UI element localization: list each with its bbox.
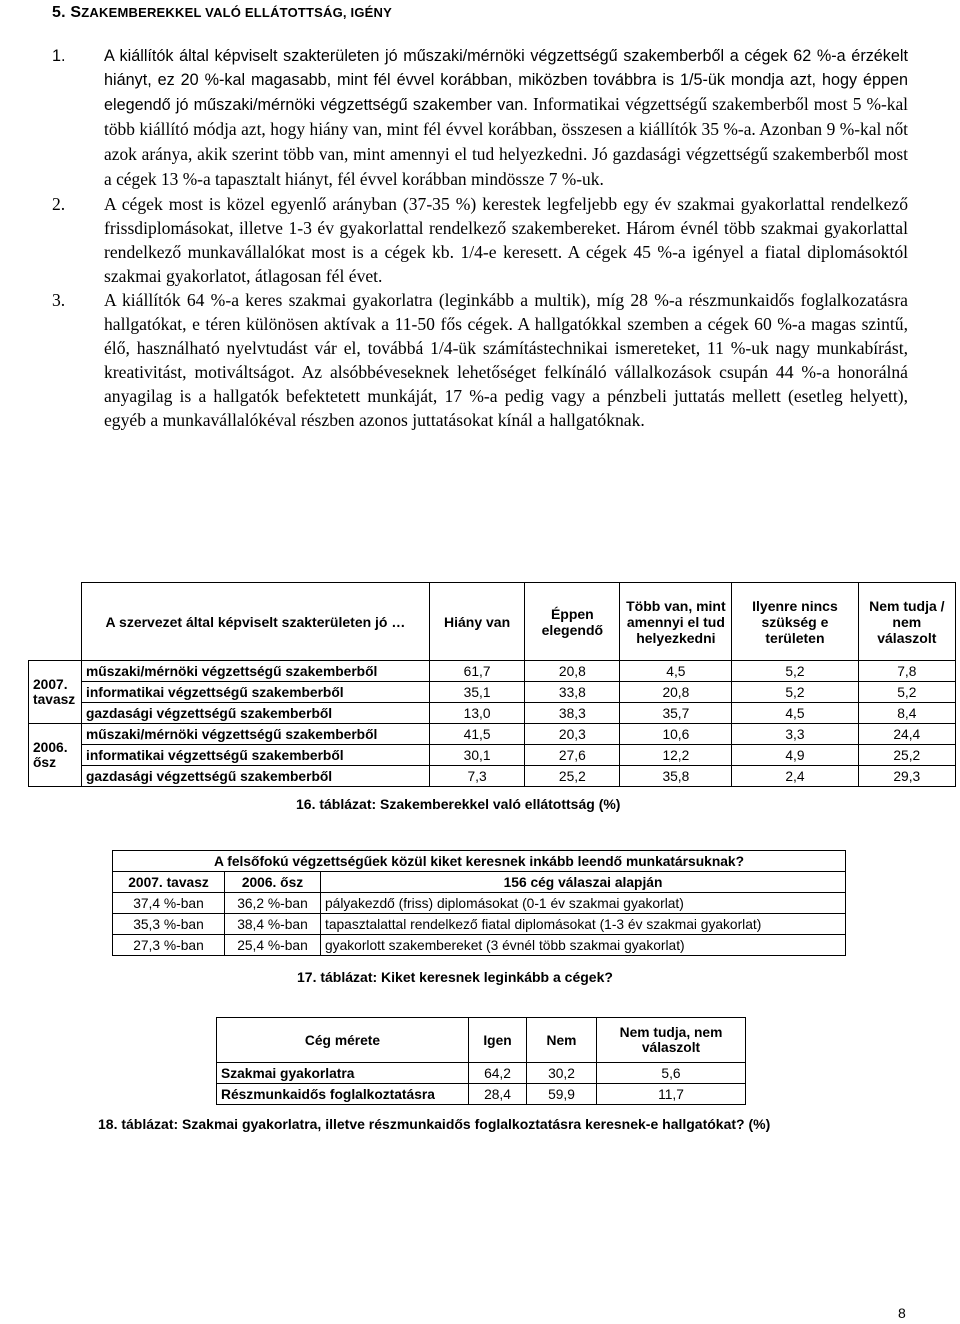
cell: 35,1 <box>429 682 524 703</box>
row-label: informatikai végzettségű szakemberből <box>82 745 430 766</box>
table-row <box>113 914 846 935</box>
table-row <box>29 724 956 745</box>
table-18 <box>216 1017 746 1105</box>
header-cell: 156 cég válaszai alapján <box>321 872 846 893</box>
cell: 24,4 <box>858 724 955 745</box>
table-row <box>29 682 956 703</box>
cell: 61,7 <box>429 661 524 682</box>
header-cell: Nem tudja, nem válaszolt <box>597 1018 746 1063</box>
cell: 20,8 <box>620 682 732 703</box>
paragraph-list <box>52 44 908 432</box>
paragraph-text: Informatikai végzettségű szakemberből most 5 %-kal több kiállító módja azt, hogy hiány van, mint fél évvel korábban, összesen a kiállítók 35 %-a. Azonban 9 %-kal nőt azok aránya, akik szerint több van, mint amennyi el tud helyezkedni. Jó gazdasági végzettségű szakemberből most a cégek 13 %-a tapasztalt hiányt, fél évvel korábban mindössze 7 %-uk. <box>104 94 908 189</box>
header-hiany: Hiány van <box>429 583 524 661</box>
header-org: A szervezet által képviselt szakterületen jó … <box>82 583 430 661</box>
list-item <box>52 44 908 192</box>
table-17 <box>112 850 846 956</box>
header-cell: Cég mérete <box>217 1018 469 1063</box>
header-cell: Nem <box>527 1018 597 1063</box>
cell: 25,2 <box>525 766 620 787</box>
paragraph-text: A cégek most is közel egyenlő arányban (37-35 %) kerestek legfeljebb egy év szakmai gyakorlattal rendelkező frissdiplomásokat, illetve 1-3 év gyakorlattal rendelkező szakembereket. Három évnél több szakmai gyakorlattal rendelkező munkavállalókat most is a cégek kb. 1/4-e keresett. A cégek 45 %-a igényel a fiatal diplomásoktól szakmai gyakorlatot, átlagosan fél évet. <box>104 194 908 286</box>
table-title-row <box>113 851 846 872</box>
cell: 35,7 <box>620 703 732 724</box>
cell: 5,6 <box>597 1063 746 1084</box>
cell: 38,4 %-ban <box>225 914 321 935</box>
list-number: 2. <box>52 194 66 214</box>
cell: 30,2 <box>527 1063 597 1084</box>
list-item <box>52 288 908 432</box>
cell: 5,2 <box>732 661 858 682</box>
period-label: 2006. ősz <box>29 724 82 787</box>
cell: 13,0 <box>429 703 524 724</box>
row-label: Részmunkaidős foglalkoztatásra <box>217 1084 469 1105</box>
header-tobb: Több van, mint amennyi el tud helyezkedni <box>620 583 732 661</box>
cell: 12,2 <box>620 745 732 766</box>
cell: 5,2 <box>858 682 955 703</box>
cell: 7,8 <box>858 661 955 682</box>
cell: 11,7 <box>597 1084 746 1105</box>
cell: 27,3 %-ban <box>113 935 225 956</box>
table-header-row <box>113 872 846 893</box>
table-row <box>29 745 956 766</box>
cell: 20,3 <box>525 724 620 745</box>
row-label: gazdasági végzettségű szakemberből <box>82 766 430 787</box>
cell: 33,8 <box>525 682 620 703</box>
table-row <box>113 935 846 956</box>
heading-first: 5. S <box>52 4 82 21</box>
cell: 2,4 <box>732 766 858 787</box>
list-item <box>52 192 908 288</box>
cell: 20,8 <box>525 661 620 682</box>
table-row <box>29 766 956 787</box>
table-18-caption: 18. táblázat: Szakmai gyakorlatra, illetve részmunkaidős foglalkoztatásra keresnek-e hallgatókat? (%) <box>98 1116 771 1132</box>
cell: 3,3 <box>732 724 858 745</box>
table-row <box>29 703 956 724</box>
row-label: Szakmai gyakorlatra <box>217 1063 469 1084</box>
header-eppen: Éppen elegendő <box>525 583 620 661</box>
cell: 30,1 <box>429 745 524 766</box>
heading-rest: ZAKEMBEREKKEL VALÓ ELLÁTOTTSÁG, IGÉNY <box>81 5 393 20</box>
cell: 38,3 <box>525 703 620 724</box>
cell: 27,6 <box>525 745 620 766</box>
table-header-row <box>217 1018 746 1063</box>
cell: pályakezdő (friss) diplomásokat (0-1 év szakmai gyakorlat) <box>321 893 846 914</box>
cell: 7,3 <box>429 766 524 787</box>
cell: 4,5 <box>620 661 732 682</box>
cell: 28,4 <box>469 1084 527 1105</box>
page-number: 8 <box>898 1305 906 1321</box>
table-row <box>29 661 956 682</box>
list-number: 3. <box>52 290 66 310</box>
cell: 4,9 <box>732 745 858 766</box>
cell: 41,5 <box>429 724 524 745</box>
header-spacer <box>29 583 82 661</box>
cell: 64,2 <box>469 1063 527 1084</box>
header-nemtudja: Nem tudja / nem válaszolt <box>858 583 955 661</box>
table-row <box>113 893 846 914</box>
cell: 25,4 %-ban <box>225 935 321 956</box>
cell: 5,2 <box>732 682 858 703</box>
cell: gyakorlott szakembereket (3 évnél több szakmai gyakorlat) <box>321 935 846 956</box>
row-label: műszaki/mérnöki végzettségű szakemberből <box>82 661 430 682</box>
cell: 25,2 <box>858 745 955 766</box>
cell: 8,4 <box>858 703 955 724</box>
table-16 <box>28 582 956 787</box>
table-row <box>217 1084 746 1105</box>
table-row <box>217 1063 746 1084</box>
header-cell: 2006. ősz <box>225 872 321 893</box>
table-title: A felsőfokú végzettségűek közül kiket keresnek inkább leendő munkatársuknak? <box>113 851 846 872</box>
table-17-caption: 17. táblázat: Kiket keresnek leginkább a cégek? <box>297 969 613 985</box>
cell: 36,2 %-ban <box>225 893 321 914</box>
row-label: műszaki/mérnöki végzettségű szakemberből <box>82 724 430 745</box>
cell: 35,3 %-ban <box>113 914 225 935</box>
cell: 29,3 <box>858 766 955 787</box>
period-label: 2007. tavasz <box>29 661 82 724</box>
cell: 59,9 <box>527 1084 597 1105</box>
paragraph-text: A kiállítók által képviselt szakterületen jó műszaki/mérnöki végzettségű szakemberből a cégek 62 %-a érzékelt hiányt, ez 20 %-kal magasabb, mint fél évvel korábban, miközben továbbra is 1/5-ük mondja azt, hogy éppen elegendő jó műszaki/mérnöki végzettségű szakember van. <box>104 47 908 114</box>
section-heading <box>52 4 392 22</box>
header-cell: 2007. tavasz <box>113 872 225 893</box>
cell: 10,6 <box>620 724 732 745</box>
table-header-row <box>29 583 956 661</box>
cell: 4,5 <box>732 703 858 724</box>
header-ilyenre: Ilyenre nincs szükség e területen <box>732 583 858 661</box>
row-label: gazdasági végzettségű szakemberből <box>82 703 430 724</box>
cell: 37,4 %-ban <box>113 893 225 914</box>
cell: 35,8 <box>620 766 732 787</box>
cell: tapasztalattal rendelkező fiatal diplomásokat (1-3 év szakmai gyakorlat) <box>321 914 846 935</box>
row-label: informatikai végzettségű szakemberből <box>82 682 430 703</box>
list-number: 1. <box>52 47 66 65</box>
paragraph-text: A kiállítók 64 %-a keres szakmai gyakorlatra (leginkább a multik), míg 28 %-a részmunkaidős foglalkozatásra hallgatókat, e téren különösen aktívak a 11-50 fős cégek. A hallgatókkal szemben a cégek 60 %-a magas szintű, élő, használható nyelvtudást vár el, továbbá 1/4-ük számítástechnikai ismereteket, 11 %-uk nagy munkabírást, kreativitást, motiváltságot. Az alsóbbéveseknek lehetőséget felkínáló vállalkozások csupán 44 %-a honorálná anyagilag is a hallgatók befektetett munkáját, 17 %-a pedig vagy a pénzbeli juttatás mellett (esetleg helyett), egyéb a munkavállalókéval részben azonos juttatásokat kínál a hallgatóknak. <box>104 290 908 430</box>
table-16-caption: 16. táblázat: Szakemberekkel való ellátottság (%) <box>296 796 621 812</box>
header-cell: Igen <box>469 1018 527 1063</box>
